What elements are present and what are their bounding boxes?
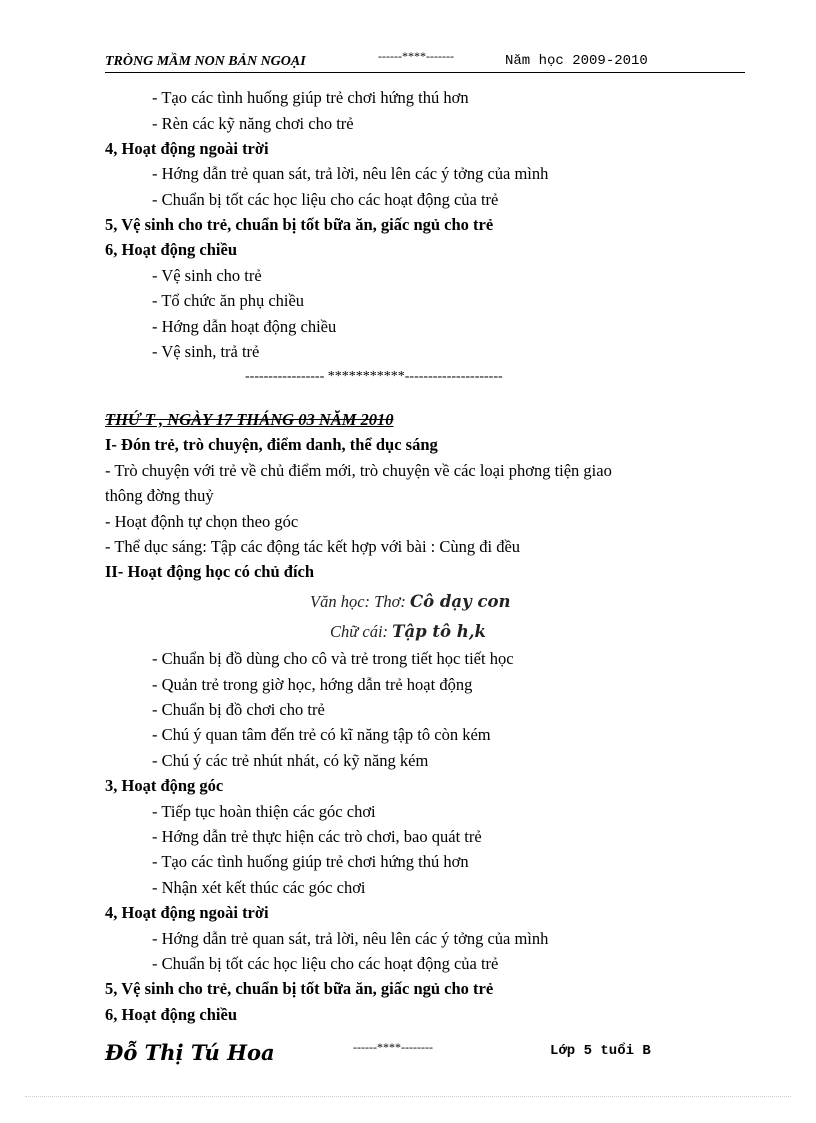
footer-author-name: Đỗ Thị Tú Hoa: [105, 1040, 275, 1065]
header-school-year: Năm học 2009-2010: [505, 53, 648, 69]
list-item: - Hớng dẫn trẻ quan sát, trả lời, nêu lên các ý tởng của mình: [152, 929, 549, 948]
lesson-title: Tập tô h,k: [392, 622, 486, 641]
day-heading: THỨ T , NGÀY 17 THÁNG 03 NĂM 2010: [105, 410, 394, 429]
section-heading: 4, Hoạt động ngoài trời: [105, 139, 269, 158]
list-item: - Vệ sinh cho trẻ: [152, 266, 262, 285]
header-separator: ------****-------: [378, 49, 454, 63]
list-item: - Chú ý các trẻ nhút nhát, có kỹ năng kém: [152, 751, 429, 770]
paragraph-line: - Hoạt độnh tự chọn theo góc: [105, 512, 299, 531]
footer-separator: ------****--------: [353, 1040, 433, 1054]
list-item: - Chuẩn bị đồ chơi cho trẻ: [152, 700, 325, 719]
page-header: [105, 49, 745, 73]
list-item: - Hớng dẫn trẻ quan sát, trả lời, nêu lên các ý tởng của mình: [152, 164, 549, 183]
list-item: - Tạo các tình huống giúp trẻ chơi hứng thú hơn: [152, 852, 469, 871]
paragraph-line: thông đờng thuỷ: [105, 486, 214, 505]
page-bottom-divider: [25, 1096, 791, 1097]
list-item: - Chú ý quan tâm đến trẻ có kĩ năng tập tô còn kém: [152, 725, 491, 744]
list-item: - Chuẩn bị tốt các học liệu cho các hoạt động của trẻ: [152, 190, 499, 209]
section-heading: I- Đón trẻ, trò chuyện, điểm danh, thể dục sáng: [105, 435, 438, 454]
section-heading: 5, Vệ sinh cho trẻ, chuẩn bị tốt bữa ăn, giấc ngủ cho trẻ: [105, 215, 494, 234]
section-heading: II- Hoạt động học có chủ đích: [105, 562, 315, 581]
list-item: - Nhận xét kết thúc các góc chơi: [152, 878, 366, 897]
list-item: - Chuẩn bị tốt các học liệu cho các hoạt động của trẻ: [152, 954, 499, 973]
section-heading: 6, Hoạt động chiều: [105, 1005, 238, 1024]
list-item: - Tiếp tục hoàn thiện các góc chơi: [152, 802, 376, 821]
section-heading: 5, Vệ sinh cho trẻ, chuẩn bị tốt bữa ăn, giấc ngủ cho trẻ: [105, 979, 494, 998]
section-heading: 6, Hoạt động chiều: [105, 240, 238, 259]
list-item: - Hớng dẫn trẻ thực hiện các trò chơi, bao quát trẻ: [152, 827, 482, 846]
list-item: - Quản trẻ trong giờ học, hớng dẫn trẻ hoạt động: [152, 675, 473, 694]
lesson-letters: [330, 622, 486, 642]
list-item: - Tổ chức ăn phụ chiều: [152, 291, 305, 310]
lesson-label: Chữ cái:: [330, 622, 393, 641]
list-item: - Tạo các tình huống giúp trẻ chơi hứng thú hơn: [152, 88, 469, 107]
list-item: - Vệ sinh, trả trẻ: [152, 342, 260, 361]
section-heading: 4, Hoạt động ngoài trời: [105, 903, 269, 922]
header-school-name: TRÒNG MẦM NON BẢN NGOẠI: [105, 54, 306, 69]
paragraph-line: - Trò chuyện với trẻ về chủ điểm mới, trò chuyện về các loại phơng tiện giao: [105, 461, 612, 480]
footer-class-name: Lớp 5 tuổi B: [550, 1043, 651, 1059]
list-item: - Chuẩn bị đồ dùng cho cô và trẻ trong tiết học tiết học: [152, 649, 514, 668]
section-heading: 3, Hoạt động góc: [105, 776, 224, 795]
lesson-title: Cô dạy con: [410, 592, 511, 611]
list-item: - Rèn các kỹ năng chơi cho trẻ: [152, 114, 354, 133]
list-item: - Hớng dẫn hoạt động chiều: [152, 317, 337, 336]
paragraph-line: - Thể dục sáng: Tập các động tác kết hợp với bài : Cùng đi đều: [105, 537, 521, 556]
section-divider: ----------------- ***********---------------------: [245, 369, 503, 384]
lesson-literature: [310, 592, 511, 612]
lesson-label: Văn học: Thơ:: [310, 592, 410, 611]
